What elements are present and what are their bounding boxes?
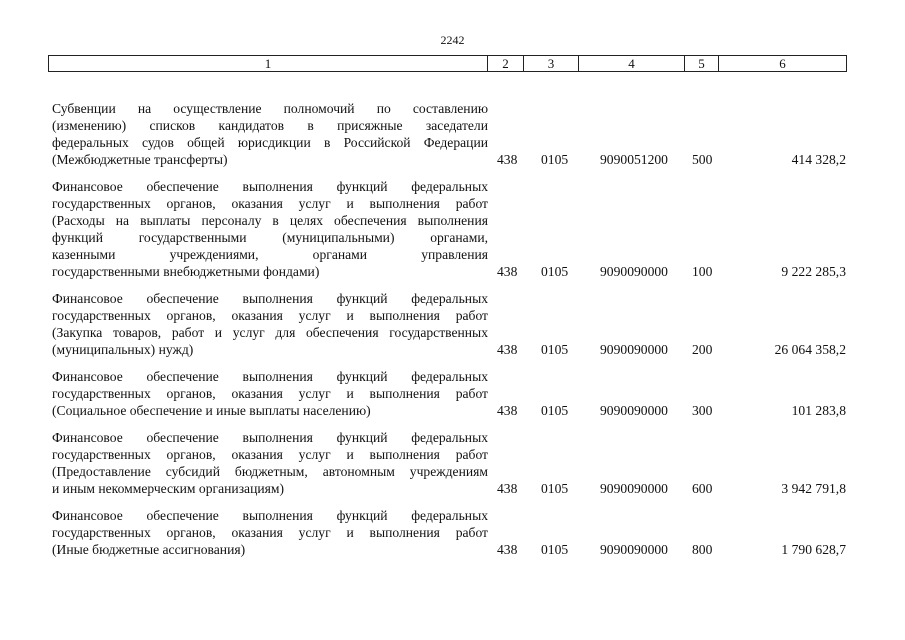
expense-type-code: 100 [692,264,713,279]
target-article-code: 9090090000 [600,403,668,418]
description-line: (Иные бюджетные ассигнования) [52,542,246,557]
column-header-6: 6 [719,56,847,72]
section-code: 0105 [541,403,569,418]
description-line: казенными учреждениями, органами управления [52,247,488,262]
description-line: государственных органов, оказания услуг и выполнения работ [52,386,488,401]
ministry-code: 438 [497,403,518,418]
description-line: (Закупка товаров, работ и услуг для обеспечения государственных [52,325,488,340]
target-article-code: 9090051200 [600,152,668,167]
description-line: (Социальное обеспечение и иные выплаты населению) [52,403,371,418]
description-line: Финансовое обеспечение выполнения функций федеральных [52,179,488,194]
amount: 101 283,8 [791,403,846,418]
column-header-3: 3 [524,56,579,72]
row-description [52,507,488,558]
row-description [52,429,488,497]
section-code: 0105 [541,542,569,557]
section-code: 0105 [541,342,569,357]
description-line: Финансовое обеспечение выполнения функций федеральных [52,508,488,523]
description-line: Финансовое обеспечение выполнения функций федеральных [52,291,488,306]
budget-row [52,100,847,168]
ministry-code: 438 [497,264,518,279]
expense-type-code: 300 [692,403,713,418]
target-article-code: 9090090000 [600,542,668,557]
description-line: (муниципальных) нужд) [52,342,194,357]
ministry-code: 438 [497,342,518,357]
column-header-5: 5 [685,56,719,72]
target-article-code: 9090090000 [600,264,668,279]
amount: 1 790 628,7 [781,542,846,557]
description-line: Финансовое обеспечение выполнения функций федеральных [52,430,488,445]
column-header-4: 4 [579,56,685,72]
expense-type-code: 800 [692,542,713,557]
section-code: 0105 [541,152,569,167]
amount: 414 328,2 [791,152,846,167]
column-header-2: 2 [488,56,524,72]
row-description [52,368,488,419]
description-line: (изменению) списков кандидатов в присяжные заседатели [52,118,488,133]
ministry-code: 438 [497,542,518,557]
description-line: и иным некоммерческим организациям) [52,481,285,496]
target-article-code: 9090090000 [600,481,668,496]
column-header-table [48,55,847,72]
amount: 3 942 791,8 [781,481,846,496]
description-line: (Расходы на выплаты персоналу в целях обеспечения выполнения [52,213,488,228]
budget-row [52,368,847,419]
description-line: государственными внебюджетными фондами) [52,264,320,279]
amount: 26 064 358,2 [774,342,846,357]
budget-row [52,178,847,280]
column-header-row [49,56,847,72]
description-line: Финансовое обеспечение выполнения функций федеральных [52,369,488,384]
budget-row [52,429,847,497]
description-line: Субвенции на осуществление полномочий по составлению [52,101,488,116]
row-description [52,178,488,280]
amount: 9 222 285,3 [781,264,846,279]
description-line: государственных органов, оказания услуг и выполнения работ [52,525,488,540]
ministry-code: 438 [497,481,518,496]
description-line: (Предоставление субсидий бюджетным, автономным учреждениям [52,464,488,479]
description-line: функций государственными (муниципальными) органами, [52,230,488,245]
section-code: 0105 [541,481,569,496]
page-number: 2242 [440,33,465,47]
expense-type-code: 200 [692,342,713,357]
expense-type-code: 600 [692,481,713,496]
description-line: государственных органов, оказания услуг и выполнения работ [52,308,488,323]
description-line: государственных органов, оказания услуг и выполнения работ [52,196,488,211]
budget-row [52,290,847,358]
description-line: (Межбюджетные трансферты) [52,152,228,167]
column-header-1: 1 [49,56,488,72]
description-line: федеральных судов общей юрисдикции в Российской Федерации [52,135,488,150]
row-description [52,100,488,168]
section-code: 0105 [541,264,569,279]
ministry-code: 438 [497,152,518,167]
expense-type-code: 500 [692,152,713,167]
row-description [52,290,488,358]
budget-row [52,507,847,558]
description-line: государственных органов, оказания услуг и выполнения работ [52,447,488,462]
target-article-code: 9090090000 [600,342,668,357]
